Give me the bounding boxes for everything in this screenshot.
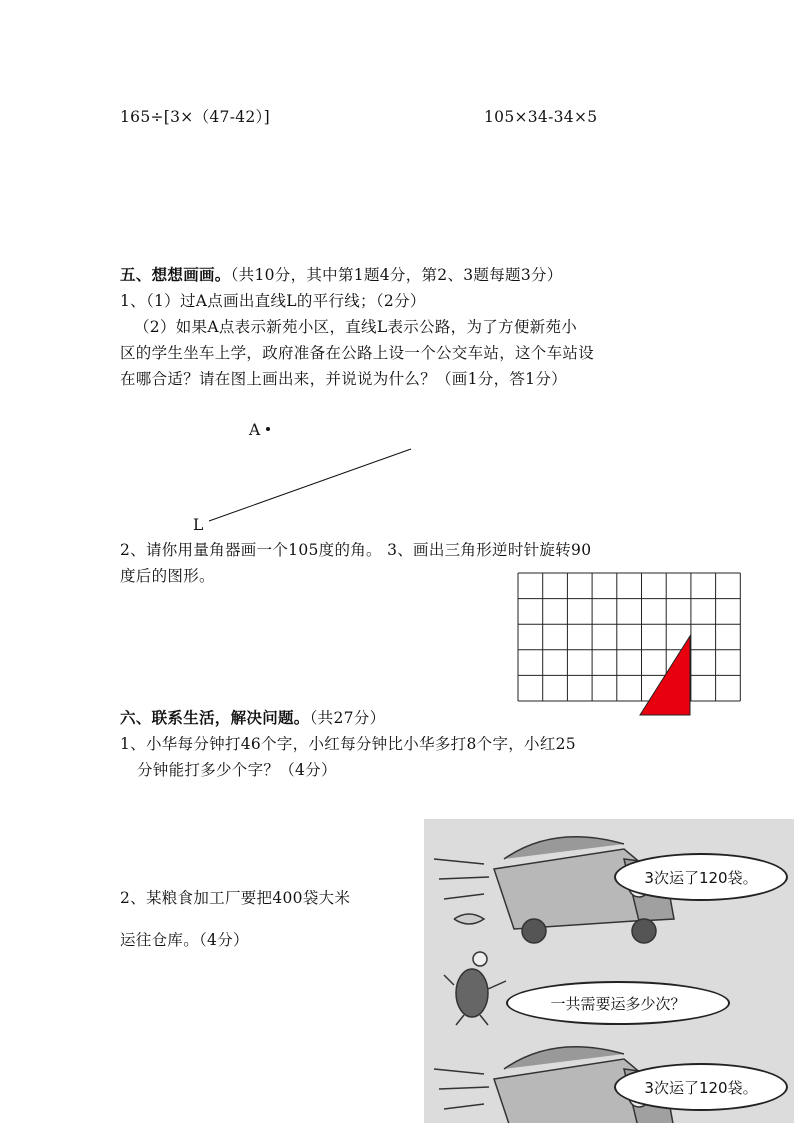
section-6-title: 六、联系生活，解决问题。 bbox=[120, 708, 310, 727]
speech-bubble-3: 3次运了120袋。 bbox=[614, 1063, 788, 1111]
s5-q1-line3: 区的学生坐车上学，政府准备在公路上设一个公交车站，这个车站设 bbox=[120, 344, 595, 362]
section-5-title: 五、想想画画。 bbox=[120, 265, 231, 284]
truck-illustration-2 bbox=[424, 1029, 794, 1123]
calc-expression-2: 105×34-34×5 bbox=[484, 108, 598, 126]
line-l-label: L bbox=[193, 516, 204, 534]
s6-q2-line1: 2、某粮食加工厂要把400袋大米 bbox=[120, 889, 351, 907]
speech-bubble-1: 3次运了120袋。 bbox=[614, 853, 788, 901]
truck-illustration-1 bbox=[424, 819, 794, 945]
section-6-heading bbox=[120, 708, 385, 728]
section-5-note: （共10分，其中第1题4分，第2、3题每题3分） bbox=[230, 266, 563, 284]
s6-q1-line2: 分钟能打多少个字？（4分） bbox=[137, 761, 337, 779]
point-a-label: A bbox=[249, 421, 261, 439]
s5-q1-line4: 在哪合适？请在图上画出来，并说说为什么？（画1分，答1分） bbox=[120, 370, 567, 388]
s5-q2-line1: 2、请你用量角器画一个105度的角。 3、画出三角形逆时针旋转90 bbox=[120, 541, 592, 559]
section-6-note: （共27分） bbox=[309, 709, 386, 727]
character-illustration bbox=[424, 945, 794, 1029]
speech-bubble-2: 一共需要运多少次？ bbox=[506, 981, 730, 1025]
s5-q1-line2: （2）如果A点表示新苑小区，直线L表示公路，为了方便新苑小 bbox=[134, 318, 578, 336]
s6-q2-line2: 运往仓库。（4分） bbox=[120, 931, 249, 949]
s6-q1-line1: 1、小华每分钟打46个字，小红每分钟比小华多打8个字，小红25 bbox=[120, 735, 576, 753]
s5-q2-line2: 度后的图形。 bbox=[120, 567, 215, 585]
s5-q1-line1: 1、（1）过A点画出直线L的平行线；（2分） bbox=[120, 292, 426, 310]
calc-expression-1: 165÷[3×（47-42）] bbox=[120, 108, 270, 126]
